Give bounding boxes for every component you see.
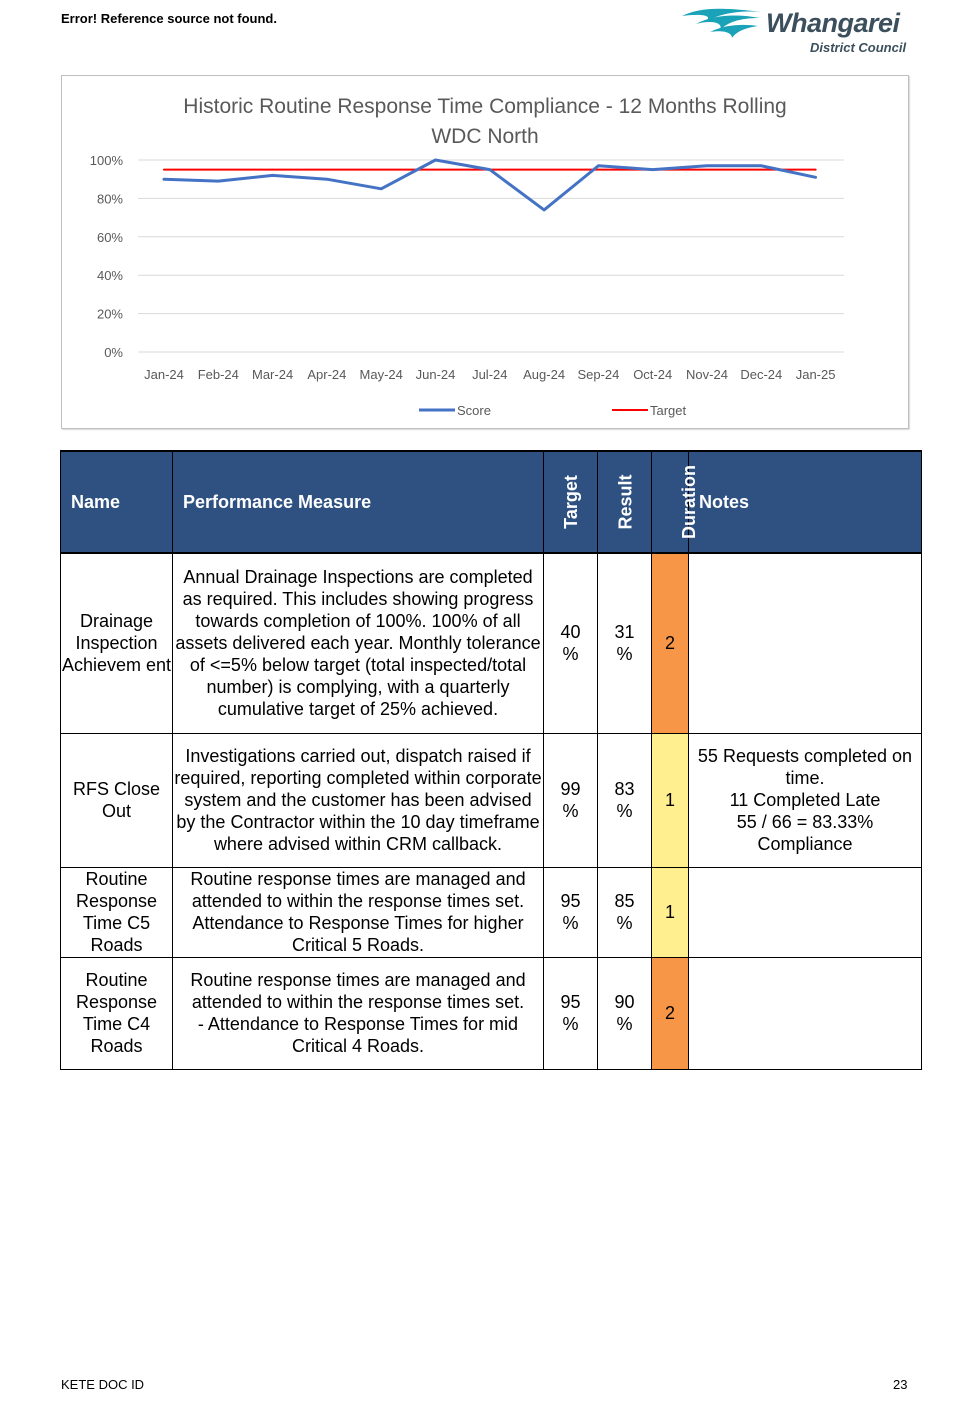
row-notes: 55 Requests completed on time. 11 Completed Late 55 / 66 = 83.33% Compliance bbox=[689, 733, 922, 867]
target-point bbox=[761, 169, 763, 171]
x-tick-label: Jul-24 bbox=[472, 367, 508, 382]
header-result bbox=[598, 451, 652, 553]
x-tick-label: Jun-24 bbox=[415, 367, 456, 382]
x-tick-label: Apr-24 bbox=[307, 367, 347, 382]
row-result-unit: % bbox=[616, 801, 633, 821]
header-duration-label: Duration bbox=[679, 465, 699, 539]
row-result bbox=[598, 733, 652, 867]
table-header-row bbox=[61, 451, 922, 553]
row-measure: Routine response times are managed and attended to within the response times set. Attendance to Response Times for higher Critical 5 Roads. bbox=[173, 867, 544, 957]
header-notes: Notes bbox=[689, 451, 922, 553]
row-target bbox=[544, 733, 598, 867]
target-point bbox=[815, 169, 817, 171]
target-point bbox=[598, 169, 600, 171]
legend-target-label: Target bbox=[650, 403, 687, 418]
header-result-label: Result bbox=[615, 474, 636, 530]
row-duration: 2 bbox=[652, 957, 689, 1069]
target-point bbox=[326, 169, 328, 171]
row-duration: 1 bbox=[652, 733, 689, 867]
y-tick-label: 100% bbox=[89, 153, 123, 168]
row-measure: Annual Drainage Inspections are completed as required. This includes showing progress towards completion of 100%. 100% of all assets delivered each year. Monthly tolerance of <=5% below target (total inspected/total number) is complying, with a quarterly cumulative target of 25% achieved. bbox=[173, 553, 544, 733]
logo-name: Whangarei bbox=[766, 8, 900, 38]
row-name: Routine Response Time C5 Roads bbox=[61, 867, 173, 957]
target-point bbox=[435, 169, 437, 171]
score-point bbox=[761, 165, 763, 167]
score-point bbox=[706, 165, 708, 167]
x-tick-label: Nov-24 bbox=[686, 367, 728, 382]
x-tick-label: Jan-25 bbox=[795, 367, 836, 382]
row-measure: Investigations carried out, dispatch raised if required, reporting completed within corporate system and the customer has been advised by the Contractor within the 10 day timeframe where advised within CRM callback. bbox=[173, 733, 544, 867]
row-notes bbox=[689, 957, 922, 1069]
x-tick-label: May-24 bbox=[359, 367, 403, 382]
target-point bbox=[163, 169, 165, 171]
x-tick-label: Mar-24 bbox=[252, 367, 294, 382]
chart-title: Historic Routine Response Time Compliance - 12 Months Rolling bbox=[183, 95, 787, 118]
footer-page-number: 23 bbox=[893, 1377, 908, 1392]
y-tick-label: 0% bbox=[104, 345, 123, 360]
row-target-unit: % bbox=[562, 1014, 579, 1034]
row-target-value: 95 bbox=[560, 891, 581, 911]
logo-subtitle: District Council bbox=[810, 40, 907, 55]
row-target-value: 95 bbox=[560, 992, 581, 1012]
x-tick-label: Sep-24 bbox=[577, 367, 620, 382]
score-point bbox=[326, 178, 328, 180]
wave-logo-icon bbox=[680, 6, 764, 40]
row-result-unit: % bbox=[616, 644, 633, 665]
score-point bbox=[489, 169, 491, 171]
row-result-unit: % bbox=[616, 1014, 633, 1034]
x-tick-label: Jan-24 bbox=[144, 367, 184, 382]
x-tick-label: Dec-24 bbox=[740, 367, 783, 382]
y-tick-label: 80% bbox=[96, 191, 123, 207]
target-point bbox=[218, 169, 220, 171]
table-row bbox=[61, 733, 922, 867]
row-result-value: 90 bbox=[614, 992, 635, 1012]
performance-table bbox=[60, 450, 922, 1070]
chart-subtitle: WDC North bbox=[431, 125, 539, 148]
score-point bbox=[218, 180, 220, 182]
row-result bbox=[598, 957, 652, 1069]
row-result bbox=[598, 867, 652, 957]
council-logo bbox=[680, 6, 920, 58]
row-name: Drainage Inspection Achievem ent bbox=[61, 553, 173, 733]
header-duration bbox=[652, 451, 699, 553]
header-name: Name bbox=[61, 451, 173, 553]
row-target-value: 99 bbox=[560, 779, 581, 799]
footer-doc-id: KETE DOC ID bbox=[61, 1377, 145, 1392]
row-name: RFS Close Out bbox=[61, 733, 173, 867]
compliance-chart bbox=[61, 75, 909, 429]
row-target-value: 40 bbox=[560, 622, 581, 643]
table-row bbox=[61, 867, 922, 957]
y-tick-label: 20% bbox=[96, 306, 123, 322]
score-series-line bbox=[164, 160, 816, 210]
target-point bbox=[543, 169, 545, 171]
score-point bbox=[652, 169, 654, 171]
score-point bbox=[272, 175, 274, 177]
row-duration: 1 bbox=[652, 867, 689, 957]
row-target bbox=[544, 867, 598, 957]
row-notes bbox=[689, 553, 922, 733]
header-measure: Performance Measure bbox=[173, 451, 544, 553]
row-name: Routine Response Time C4 Roads bbox=[61, 957, 173, 1069]
table-row bbox=[61, 553, 922, 733]
table-row bbox=[61, 957, 922, 1069]
row-result-value: 31 bbox=[614, 622, 635, 643]
compliance-chart-svg bbox=[62, 76, 908, 428]
y-tick-label: 40% bbox=[96, 268, 123, 284]
row-notes bbox=[689, 867, 922, 957]
row-target bbox=[544, 957, 598, 1069]
score-point bbox=[815, 176, 817, 178]
target-point bbox=[272, 169, 274, 171]
score-point bbox=[543, 209, 545, 211]
x-tick-label: Feb-24 bbox=[197, 367, 239, 382]
row-duration: 2 bbox=[652, 553, 689, 733]
score-point bbox=[380, 188, 382, 190]
header-reference-error: Error! Reference source not found. bbox=[61, 11, 277, 26]
y-tick-label: 60% bbox=[96, 229, 123, 245]
row-measure: Routine response times are managed and attended to within the response times set. - Attendance to Response Times for mid Critical 4 Roads. bbox=[173, 957, 544, 1069]
row-target bbox=[544, 553, 598, 733]
header-target bbox=[544, 451, 598, 553]
target-point bbox=[706, 169, 708, 171]
row-target-unit: % bbox=[562, 913, 579, 933]
x-tick-label: Aug-24 bbox=[523, 367, 566, 382]
target-point bbox=[380, 169, 382, 171]
row-result-value: 83 bbox=[614, 779, 635, 799]
x-tick-label: Oct-24 bbox=[633, 367, 673, 382]
legend-score-label: Score bbox=[457, 403, 491, 418]
score-point bbox=[163, 178, 165, 180]
row-result-value: 85 bbox=[614, 891, 635, 911]
score-point bbox=[598, 165, 600, 167]
row-result-unit: % bbox=[616, 913, 633, 933]
score-point bbox=[435, 159, 437, 161]
row-result bbox=[598, 553, 652, 733]
header-target-label: Target bbox=[560, 475, 581, 529]
row-target-unit: % bbox=[562, 644, 579, 665]
row-target-unit: % bbox=[562, 801, 579, 821]
